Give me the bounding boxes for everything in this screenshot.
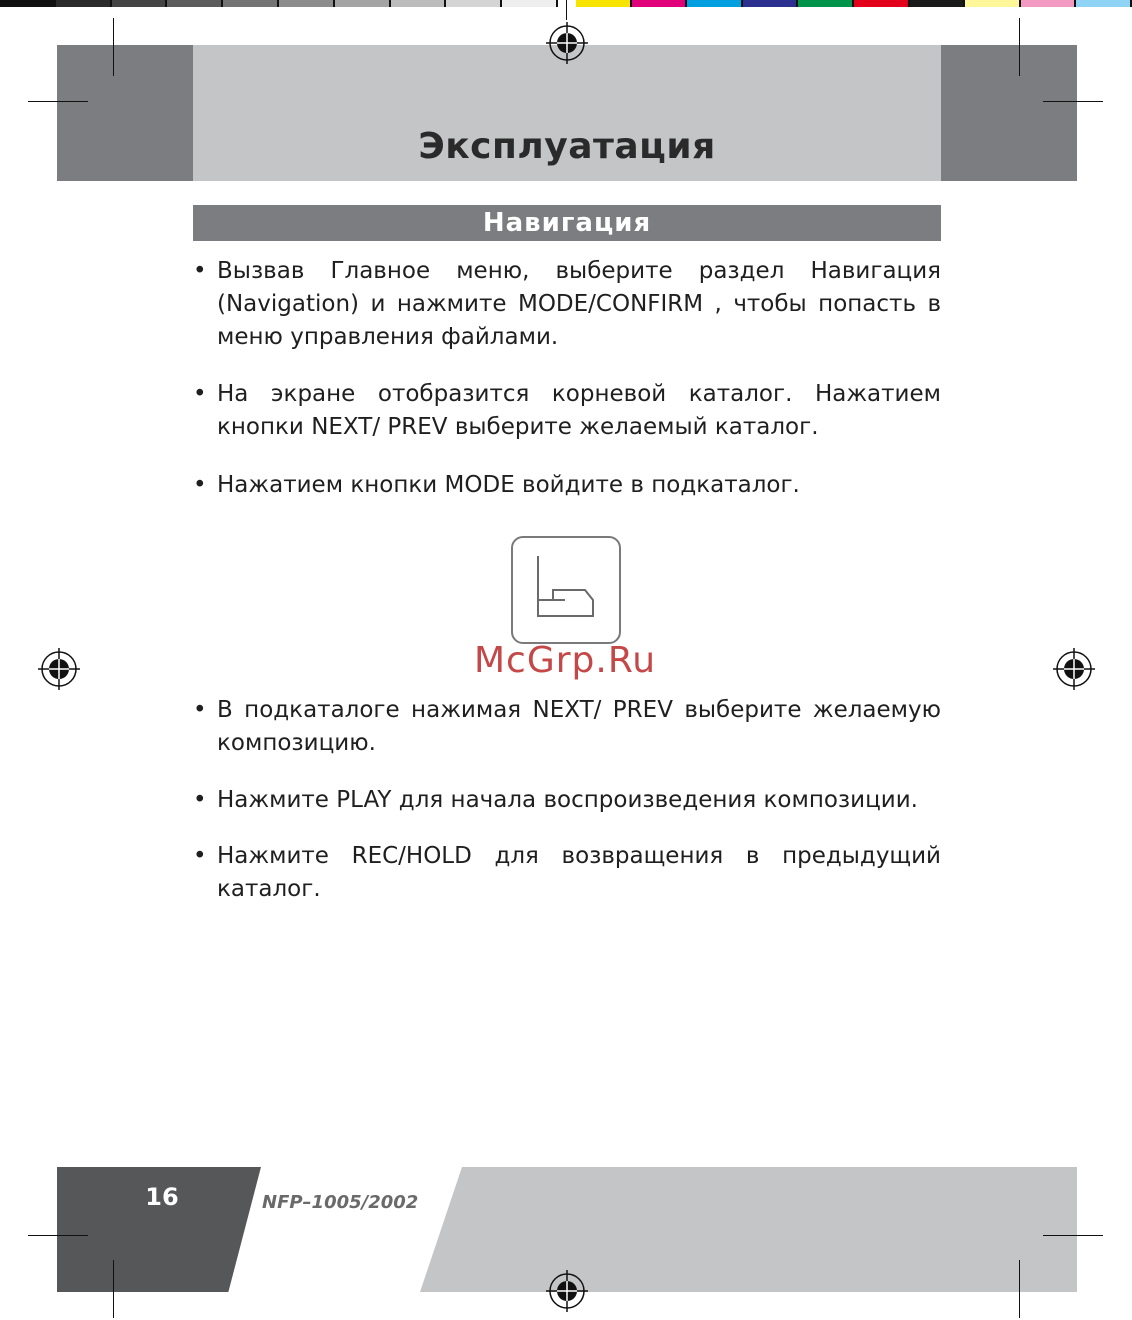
bullet-dot: • [193,472,207,498]
color-swatch [576,0,632,7]
color-swatch [1076,0,1132,7]
registration-mark-icon [546,1270,588,1312]
subfolder-glyph-icon [513,538,619,642]
list-item [193,255,941,354]
color-swatch [335,0,391,7]
bullet-dot: • [193,381,207,407]
list-item-text: Нажмите PLAY для начала воспроизведения композиции. [217,787,918,813]
page-number: 16 [145,1183,179,1211]
footer-block-light [420,1167,1077,1292]
page-title: Эксплуатация [418,126,716,167]
section-title: Навигация [193,205,941,241]
color-swatch [279,0,335,7]
color-swatch [0,0,56,7]
color-bar-left [0,0,558,7]
header-block-left [57,45,193,181]
crop-mark [28,101,88,102]
list-item-text: Нажмите REC/HOLD для возвращения в предыдущий каталог. [217,843,941,902]
registration-mark-icon [1053,648,1095,690]
subfolder-icon [511,536,621,644]
color-swatch [112,0,168,7]
bullet-dot: • [193,258,207,284]
bullet-dot: • [193,843,207,869]
list-item [193,378,941,444]
watermark: McGrp.Ru [474,640,657,681]
color-swatch [167,0,223,7]
crop-mark [28,1235,88,1236]
registration-mark-icon [546,22,588,64]
crop-mark [1019,1260,1020,1318]
model-name: NFP–1005/2002 [262,1192,419,1213]
list-item-text: В подкаталоге нажимая NEXT/ PREV выберите желаемую композицию. [217,697,941,756]
bullet-dot: • [193,697,207,723]
color-swatch [632,0,688,7]
color-swatch [854,0,910,7]
color-swatch [687,0,743,7]
list-item-text: Нажатием кнопки MODE войдите в подкаталог. [217,472,800,498]
crop-mark [113,1260,114,1318]
color-swatch [910,0,966,7]
color-swatch [223,0,279,7]
list-item [193,469,941,502]
list-item [193,840,941,906]
list-item [193,784,941,817]
crop-mark [113,18,114,76]
list-item-text: На экране отобразится корневой каталог. Нажатием кнопки NEXT/ PREV выберите желаемый каталог. [217,381,941,440]
registration-mark-icon [38,648,80,690]
color-swatch [743,0,799,7]
color-swatch [56,0,112,7]
color-swatch [391,0,447,7]
color-swatch [446,0,502,7]
list-item [193,694,941,760]
color-swatch [965,0,1021,7]
crop-mark [1043,101,1103,102]
color-swatch [1021,0,1077,7]
header-block-right [941,45,1077,181]
color-swatch [798,0,854,7]
color-bar-right [576,0,1132,7]
crop-mark [566,0,567,20]
bullet-dot: • [193,787,207,813]
list-item-text: Вызвав Главное меню, выберите раздел Навигация (Navigation) и нажмите MODE/CONFIRM , чтобы попасть в меню управления файлами. [217,258,941,350]
crop-mark [1019,18,1020,76]
color-swatch [502,0,558,7]
crop-mark [1043,1235,1103,1236]
